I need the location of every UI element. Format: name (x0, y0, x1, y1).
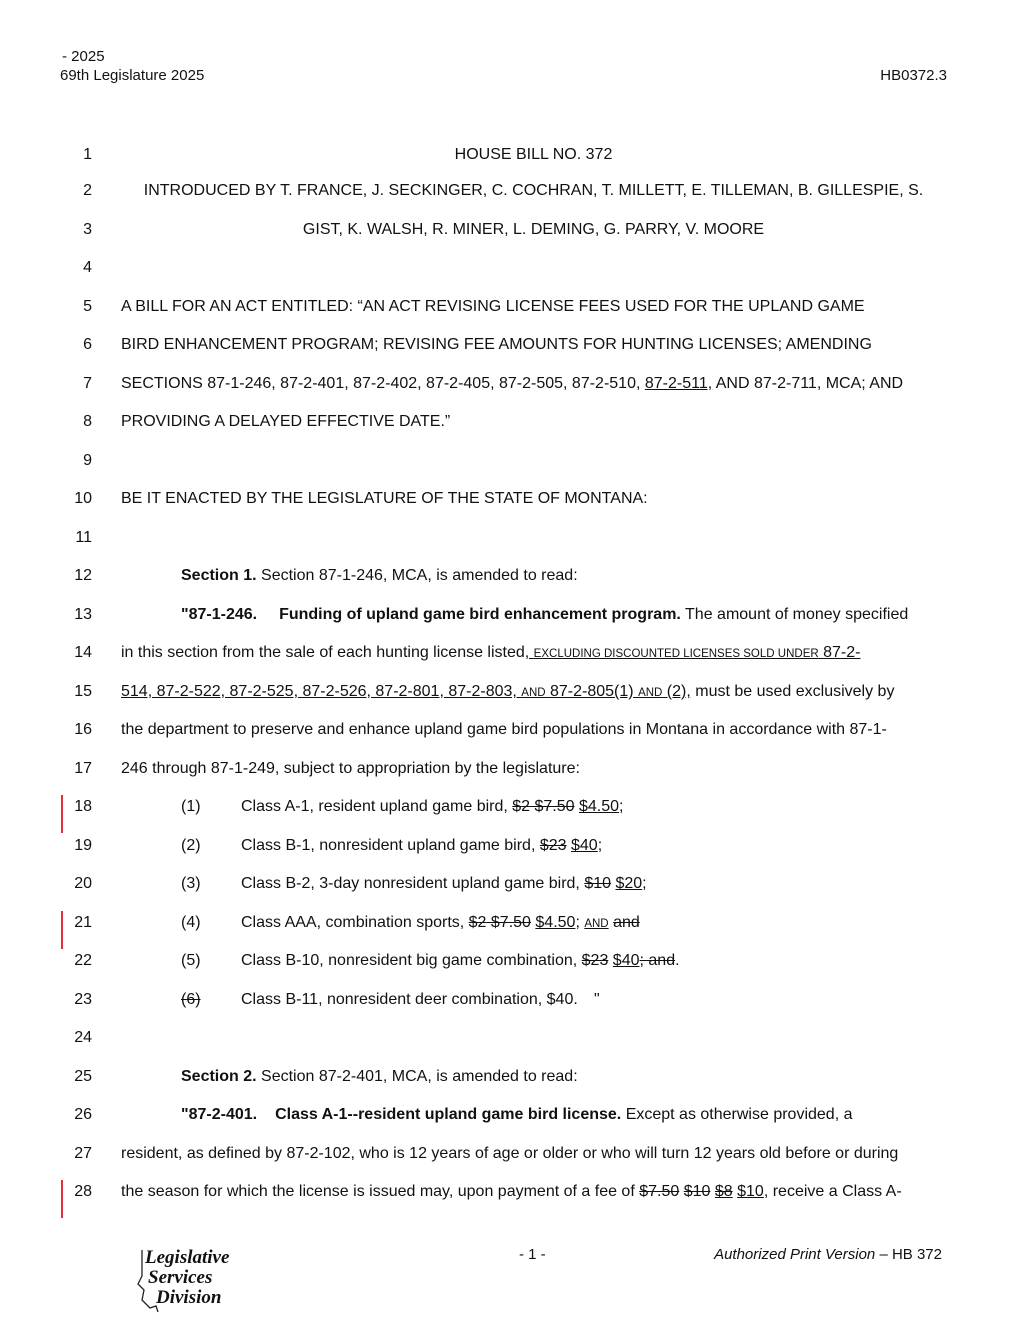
item-number: (3) (181, 875, 201, 892)
logo-line-3: Division (156, 1287, 222, 1308)
line-number: 22 (74, 952, 92, 969)
inserted-text: $20 (615, 875, 643, 892)
line-number: 15 (74, 683, 92, 700)
deleted-text: ; and (639, 952, 676, 969)
inserted-text: $10 (737, 1183, 764, 1200)
item-number: (4) (181, 914, 201, 931)
header-year: - 2025 (62, 48, 105, 65)
line-8 (0, 410, 1024, 434)
line-24 (0, 1026, 1024, 1050)
line-17 (0, 757, 1024, 781)
inserted-text: $40 (571, 837, 598, 854)
line-number: 1 (83, 146, 92, 163)
statute-text: 246 through 87-1-249, subject to appropriation by the legislature: (121, 760, 580, 777)
section-heading: Section 2. Section 87-2-401, MCA, is amended to read: (181, 1068, 578, 1085)
line-16 (0, 718, 1024, 742)
statute-text: 514, 87-2-522, 87-2-525, 87-2-526, 87-2-801, 87-2-803, AND 87-2-805(1) AND (2), must be used exclusively by (121, 683, 895, 700)
deleted-item: (6) Class B-11, nonresident deer combination, $40. (181, 991, 578, 1008)
line-18 (0, 795, 1024, 819)
line-number: 13 (74, 606, 92, 623)
list-item: Class AAA, combination sports, $2 $7.50 $4.50; AND and (241, 914, 640, 931)
inserted-text: $4.50 (535, 914, 576, 931)
line-7 (0, 372, 1024, 396)
deleted-text: $23 (539, 837, 567, 854)
line-number: 19 (74, 837, 92, 854)
line-22 (0, 949, 1024, 973)
deleted-text: $7.50 (639, 1183, 680, 1200)
deleted-text: $23 (581, 952, 609, 969)
line-20 (0, 872, 1024, 896)
item-number: (1) (181, 798, 201, 815)
line-number: 20 (74, 875, 92, 892)
enacting-clause: BE IT ENACTED BY THE LEGISLATURE OF THE STATE OF MONTANA: (121, 490, 648, 507)
line-number: 3 (83, 221, 92, 238)
inserted-text: 514, 87-2-522, 87-2-525, 87-2-526, 87-2-801, 87-2-803, AND 87-2-805(1) AND (2), (121, 683, 691, 700)
statute-heading: "87-2-401. Class A-1--resident upland game bird license. Except as otherwise provided, a (181, 1106, 853, 1123)
line-14 (0, 641, 1024, 665)
inserted-text: 87-2-511, (644, 375, 713, 392)
closing-quote: " (594, 991, 600, 1008)
line-number: 8 (83, 413, 92, 430)
line-21 (0, 911, 1024, 935)
line-number: 7 (83, 375, 92, 392)
line-11 (0, 526, 1024, 550)
line-1 (0, 143, 1024, 167)
line-12 (0, 564, 1024, 588)
deleted-text: and (613, 914, 640, 931)
logo-line-1: Legislative (145, 1247, 230, 1268)
logo-line-2: Services (148, 1267, 213, 1288)
title-text: BIRD ENHANCEMENT PROGRAM; REVISING FEE AMOUNTS FOR HUNTING LICENSES; AMENDING (121, 336, 872, 353)
list-item: Class B-1, nonresident upland game bird, $23 $40; (241, 837, 603, 854)
line-number: 27 (74, 1145, 92, 1162)
inserted-text: $8 (714, 1183, 733, 1200)
line-number: 11 (75, 529, 92, 546)
statute-text: in this section from the sale of each hunting license listed, EXCLUDING DISCOUNTED LICENSES SOLD UNDER 87-2- (121, 644, 861, 661)
line-number: 12 (74, 567, 92, 584)
sponsors-line-2: GIST, K. WALSH, R. MINER, L. DEMING, G. PARRY, V. MOORE (302, 221, 765, 238)
deleted-text: $10 (683, 1183, 711, 1200)
line-number: 17 (74, 760, 92, 777)
line-number: 18 (74, 798, 92, 815)
header-bill-code: HB0372.3 (880, 67, 947, 84)
line-26 (0, 1103, 1024, 1127)
line-25 (0, 1065, 1024, 1089)
line-15 (0, 680, 1024, 704)
deleted-text: $7.50 (530, 798, 575, 815)
line-9 (0, 449, 1024, 473)
line-number: 21 (74, 914, 92, 931)
title-text: PROVIDING A DELAYED EFFECTIVE DATE.” (121, 413, 451, 430)
line-number: 10 (74, 490, 92, 507)
header-legislature: 69th Legislature 2025 (60, 67, 205, 84)
line-28 (0, 1180, 1024, 1204)
line-number: 24 (74, 1029, 92, 1046)
list-item: Class B-2, 3-day nonresident upland game bird, $10 $20; (241, 875, 647, 892)
statute-text: resident, as defined by 87-2-102, who is 12 years of age or older or who will turn 12 years old before or during (121, 1145, 899, 1162)
line-number: 4 (83, 259, 92, 276)
line-number: 16 (74, 721, 92, 738)
section-heading: Section 1. Section 87-1-246, MCA, is amended to read: (181, 567, 578, 584)
deleted-text: $2 (512, 798, 531, 815)
sponsors-line: INTRODUCED BY T. FRANCE, J. SECKINGER, C. COCHRAN, T. MILLETT, E. TILLEMAN, B. GILLESPIE, S. (143, 182, 924, 199)
inserted-text: $4.50 (579, 798, 620, 815)
line-3 (0, 218, 1024, 242)
lsd-logo (136, 1246, 256, 1316)
authorized-print-label: Authorized Print Version – HB 372 (714, 1246, 942, 1263)
line-number: 5 (83, 298, 92, 315)
line-number: 28 (74, 1183, 92, 1200)
line-number: 26 (74, 1106, 92, 1123)
bill-title: HOUSE BILL NO. 372 (454, 146, 613, 163)
line-23 (0, 988, 1024, 1012)
statute-heading: "87-1-246. Funding of upland game bird enhancement program. The amount of money specified (181, 606, 909, 623)
item-number: (5) (181, 952, 201, 969)
deleted-text: $10 (584, 875, 612, 892)
line-19 (0, 834, 1024, 858)
inserted-text: , EXCLUDING DISCOUNTED LICENSES SOLD UNDER 87-2- (524, 644, 861, 661)
line-13 (0, 603, 1024, 627)
title-text: SECTIONS 87-1-246, 87-2-401, 87-2-402, 87-2-405, 87-2-505, 87-2-510, 87-2-511, AND 87-2-711, MCA; AND (121, 375, 904, 392)
title-text: A BILL FOR AN ACT ENTITLED: “AN ACT REVISING LICENSE FEES USED FOR THE UPLAND GAME (121, 298, 865, 315)
list-item: Class A-1, resident upland game bird, $2 $7.50 $4.50; (241, 798, 624, 815)
line-number: 2 (83, 182, 92, 199)
line-number: 14 (74, 644, 92, 661)
deleted-text: $2 (468, 914, 487, 931)
item-number: (2) (181, 837, 201, 854)
page-number: - 1 - (519, 1246, 546, 1263)
line-number: 9 (83, 452, 92, 469)
line-2 (0, 179, 1024, 203)
line-5 (0, 295, 1024, 319)
line-4 (0, 256, 1024, 280)
line-number: 23 (74, 991, 92, 1008)
inserted-text: $40 (612, 952, 640, 969)
line-number: 25 (74, 1068, 92, 1085)
line-27 (0, 1142, 1024, 1166)
inserted-text: AND (584, 918, 609, 930)
statute-text: the season for which the license is issued may, upon payment of a fee of $7.50 $10 $8 $10, receive a Class A- (121, 1183, 902, 1200)
statute-text: the department to preserve and enhance upland game bird populations in Montana in accordance with 87-1- (121, 721, 887, 738)
deleted-text: $7.50 (486, 914, 531, 931)
line-10 (0, 487, 1024, 511)
list-item: Class B-10, nonresident big game combination, $23 $40; and. (241, 952, 680, 969)
line-number: 6 (83, 336, 92, 353)
line-6 (0, 333, 1024, 357)
